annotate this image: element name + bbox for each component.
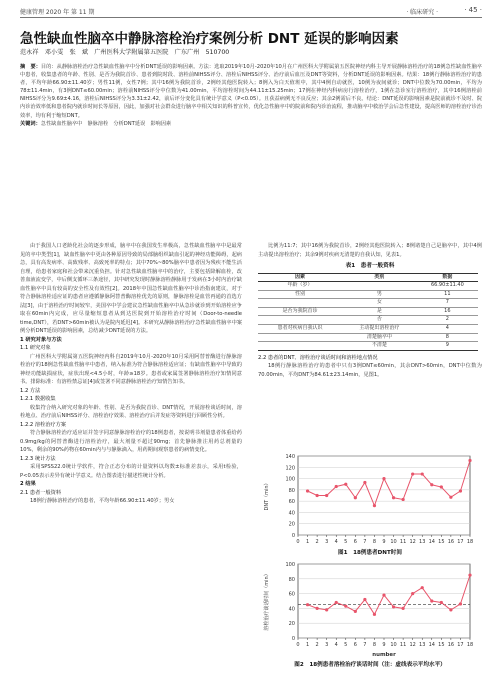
table-cell: 8	[417, 333, 478, 342]
data-point	[430, 483, 433, 486]
x-tick-label: 15	[438, 539, 445, 545]
data-point	[306, 603, 309, 606]
data-point	[411, 592, 414, 595]
x-tick-label: 18	[466, 642, 474, 648]
data-point	[459, 489, 462, 492]
paragraph: 符合静脉溶栓治疗适应证并签字同意静脉溶栓治疗的18例患者，按说明书剂量患者体重给药0.9mg/kg的阿替普酶进行溶栓治疗，最大剂量不超过90mg；首先静脉推注用药总剂量的10%，剩余的90%药物在60min内与与静脉滴入，用药期间观察患者的病情变化。	[20, 430, 242, 453]
paragraph: 收集符合纳入研究对象的年龄、性别、是否为我院首诊、DNT情况，开展溶栓谈话时间，溶栓地点、治疗前后NIHSS评分、溶栓治疗效果、溶栓治疗后并发症等资料进行回顾性分析。	[20, 404, 242, 419]
y-tick-label: 100	[285, 476, 295, 483]
table-cell	[258, 316, 342, 325]
data-point	[344, 605, 347, 608]
y-tick-label: 80	[288, 487, 295, 494]
data-point	[421, 586, 424, 589]
data-point	[373, 613, 376, 616]
x-tick-label: 18	[466, 539, 474, 545]
figure-1-chart	[258, 450, 482, 548]
x-tick-label: 7	[363, 539, 367, 545]
table-cell: 主动提出溶栓治疗	[342, 325, 417, 334]
paragraph: 18例行静脉溶栓治疗的患者，平均年龄66.90±11.40岁；男女	[30, 498, 175, 504]
x-tick-label: 14	[428, 539, 435, 545]
data-point	[382, 477, 385, 480]
table-row	[258, 290, 478, 299]
table-row	[258, 299, 478, 308]
x-tick-label: 6	[353, 642, 357, 648]
y-tick-label: 40	[288, 606, 295, 613]
section-heading: 1.2 方法	[20, 387, 41, 394]
table-cell: 男	[342, 290, 417, 299]
x-tick-label: 8	[372, 642, 377, 648]
data-point	[440, 485, 443, 488]
section-heading: 1 研究对象与方法	[20, 336, 62, 343]
data-point	[325, 494, 328, 497]
table-cell: 年龄（岁）	[258, 282, 342, 291]
x-tick-label: 8	[372, 539, 377, 545]
table-header-row	[258, 273, 478, 282]
data-point	[316, 494, 319, 497]
table-cell: 否	[342, 316, 417, 325]
data-point	[382, 593, 385, 596]
data-point	[363, 598, 366, 601]
x-tick-label: 17	[457, 539, 464, 545]
abstract-text: 目的：从静脉溶栓治疗急性缺血性脑卒中分析DNT延误的影响因素。方法：选取2019年10月-2020年10月在广州医科大学附属第五医院神经内科主导开展静脉溶栓治疗的18例急性缺血性脑卒中患者，收集患者的年龄、性别、是否为我院首诊、患者到院时段、溶栓前NIHSS评分、溶栓后NIHSS评分、治疗前后血压及DNT等资料，分析DNT延误的影响因素。结果：18例行静脉溶栓治疗的患者，平均年龄66.90±11.40岁；男性11例，女性7例；其中16例为我院首诊，2例经其他医院转入；8例入为白天值班中，其中4例自动就医，10例为夜间就诊；DNT中位数为70.00min，平均为78±11.4min，有3例DNT≤60.00min；溶栓前NIHSS评分中位数为41.00min，平均溶栓时间为44.11±15.25min；17例在神经内科病房行溶栓治疗，1例在急诊室行溶栓治疗，其中16例溶栓前NIHSS评分为9.69±4.16，溶栓后NIHSS评分为3.31±2.42，前后评分变化具有统计学意义（P<0.05）。且获益病例无不良反应；其余2例需后不良。结论：DNT延误的影响因素是院前就诊不及时、院内诊治效率低和患者院内就诊时间长等原因，因此，加强对社会群众进行脑卒中相关知识的科普宣传，优化急性脑卒中的院前和院内诊治流程，推动脑卒中救治学会后急性建设，提高医师的溶栓治疗诊治效率，均有利于缩短DNT。	[20, 64, 482, 119]
x-tick-label: 12	[409, 642, 416, 648]
abstract-label: 摘 要：	[20, 64, 41, 70]
x-tick-label: 1	[305, 642, 310, 648]
x-tick-label: 4	[334, 539, 338, 545]
data-point	[363, 481, 366, 484]
x-tick-label: 10	[390, 642, 397, 648]
x-tick-label: 6	[353, 539, 357, 545]
data-point	[354, 496, 357, 499]
section-heading: 1.2.1 数据收集	[20, 396, 56, 402]
table-cell: 性别	[258, 290, 342, 299]
patient-table	[258, 273, 478, 351]
table-cell	[258, 333, 342, 342]
y-tick-label: 60	[288, 499, 295, 506]
x-tick-label: 12	[409, 539, 416, 545]
left-column	[20, 242, 242, 506]
column-label: · 临床研究 ·	[406, 9, 438, 16]
right-intro: 比例为11:7；其中16例为我院首诊，2例经其他医院转入；8例诸楚自己是脑卒中，其中4例主动提出溶栓治疗；其余9例对疾病无清楚的自我认知，见表1。	[258, 243, 482, 258]
x-tick-label: 5	[344, 642, 348, 648]
y-tick-label: 100	[285, 562, 295, 568]
y-tick-label: 20	[288, 521, 295, 528]
section-2-2-text: 18例行静脉溶栓治疗的患者中只有3例DNT≤60min，其余DNT>60min，DNT中位数为70.00min，平均DNT为84.61±23.14min，见图1。	[258, 363, 482, 378]
table-header-cell: 数据	[417, 273, 478, 282]
table-row	[258, 316, 478, 325]
data-point	[430, 599, 433, 602]
table-row	[258, 333, 478, 342]
y-tick-label: 20	[288, 621, 295, 628]
data-point	[411, 472, 414, 475]
table-cell: 女	[342, 299, 417, 308]
y-tick-label: 60	[288, 591, 295, 598]
table-cell: 16	[417, 307, 478, 316]
x-tick-label: 5	[344, 539, 348, 545]
paper-title: 急性缺血性脑卒中静脉溶栓治疗案例分析 DNT 延误的影响因素	[20, 31, 399, 47]
x-tick-label: 0	[296, 539, 300, 545]
section-heading: 2.1 患者一般资料	[20, 489, 62, 496]
table-cell: 清楚脑卒中	[342, 333, 417, 342]
x-tick-label: 3	[325, 539, 329, 545]
table-cell	[258, 299, 342, 308]
data-point	[316, 607, 319, 610]
section-heading: 1.2.3 统计方法	[20, 455, 56, 462]
data-point	[344, 483, 347, 486]
data-point	[421, 472, 424, 475]
table-cell	[258, 342, 342, 351]
x-tick-label: 13	[419, 642, 426, 648]
table-row	[258, 307, 478, 316]
data-point	[468, 574, 471, 577]
x-tick-label: 4	[334, 642, 338, 648]
table-header-cell: 因素	[258, 273, 342, 282]
x-tick-label: 9	[382, 642, 386, 648]
x-tick-label: 14	[428, 642, 435, 648]
paragraph: 广州医科大学附属第五医院神经内科自2019年10月-2020年10月采用阿替普酶进行静脉溶栓治疗的18例急性缺血性脑卒中患者，纳入标准为符合静脉溶栓适应证；有缺血性脑卒中导致的神经功能缺损症状，症状出现<4.5小时，年龄≥18岁。患者或家属签署静脉溶栓治疗知情同意书。排除标准：有溶栓禁忌证[4]或签署不同意静脉溶栓治疗知情告知书。	[20, 353, 242, 385]
author-line: 范永祥 邓小雯 张 斌 广州医科大学附属第五医院 广东广州 510700	[20, 49, 230, 56]
keywords-label: 关键词：	[20, 120, 41, 127]
section-heading: 2 结果	[20, 481, 36, 487]
table-cell: 患者对疾病自我认识	[258, 325, 342, 334]
data-point	[392, 605, 395, 608]
x-tick-label: 15	[438, 642, 445, 648]
x-tick-label: 7	[363, 642, 367, 648]
table-cell: 11	[417, 290, 478, 299]
keywords: 急性缺血性脑卒中 静脉溶栓 分析DNT延误 影响因素	[40, 120, 172, 127]
y-axis-label: 溶栓治疗谈话时间（min）	[264, 571, 270, 631]
data-point	[449, 608, 452, 611]
x-tick-label: 9	[382, 539, 386, 545]
table-cell: 9	[417, 342, 478, 351]
y-tick-label: 80	[288, 576, 295, 583]
table-row	[258, 325, 478, 334]
paragraph: 采用SPSS22.0统计学软件，符合正态分布的计量资料以均数±标准差表示，采用t检验，P<0.05表示差异有统计学意义。结合图表进行描述性统计分析。	[20, 464, 242, 479]
figure-2-caption: 图2 18例患者溶栓治疗谈话时间（注：虚线表示平均水平）	[294, 662, 446, 668]
table-cell	[342, 282, 417, 291]
y-tick-label: 0	[291, 533, 295, 539]
x-tick-label: 17	[457, 642, 464, 648]
x-tick-label: 11	[399, 642, 407, 648]
data-point	[402, 607, 405, 610]
journal-issue: 健康管理 2020 年 第 11 期	[20, 9, 95, 16]
data-point	[306, 489, 309, 492]
x-tick-label: 2	[315, 539, 319, 545]
y-tick-label: 40	[288, 510, 295, 517]
x-tick-label: 10	[390, 539, 397, 545]
x-tick-label: 0	[296, 642, 300, 648]
right-column	[258, 242, 482, 379]
x-tick-label: 16	[447, 539, 455, 545]
abstract	[20, 63, 482, 128]
figure-1-caption: 图1 18例患者DNT时间	[338, 550, 402, 556]
x-tick-label: 11	[399, 539, 407, 545]
x-tick-label: 3	[325, 642, 329, 648]
data-point	[335, 601, 338, 604]
table-caption: 表1 患者一般资料	[345, 263, 395, 269]
x-tick-label: 16	[447, 642, 455, 648]
paragraph: 由于我国人口老龄化社会的逐步形成，脑卒中在我国发生率极高，急性缺血性脑卒中是最常见的卒中类型[1]，缺血性脑卒中更由各种原因导致的局部脑组织缺血引起的神经功能障碍，起病急，具有高发病率、高致残率、高致死率的特点；其中70%~80%脑卒中患者因为残疾不能生活自理，给患者家庭和社会带来沉重负担。针对急性缺血性脑卒中的治疗，主要包括降解血栓，改善血液流变学，中后侧支循环三条途径，其中研究发现时静脉溶栓静脉用于发病在3小时内治疗缺血性脑卒中具有较高的安全性及有效性[2]。2018年中国急性缺血性脑卒中诊治指南建议，对于符合静脉溶栓适应证的患者应遵循静脉阿替普酶溶栓优先的原则，静脉溶栓是血管再通的首选方法[3]，由于溶栓治疗时间较窄，美国卒中学会建议急性缺血性脑卒中从急诊就诊到开始溶栓应争取在60min内完成，应尽量缩短患者从到达医院到开始溶栓治疗时间（Door-to-needle time,DNT），若DNT>60min被认为是院内延迟[4]。本研究从静脉溶栓治疗急性缺血性脑卒中案例分析DNT延误的影响因素，总结减少DNT延误的方法。	[20, 243, 242, 334]
data-point	[335, 485, 338, 488]
plot-area	[298, 564, 470, 638]
table-header-cell: 类别	[342, 273, 417, 282]
y-tick-label: 0	[291, 636, 295, 642]
data-point	[459, 602, 462, 605]
x-tick-label: 2	[315, 642, 319, 648]
section-heading: 1.2.2 溶栓治疗方案	[20, 421, 66, 428]
x-tick-label: 1	[305, 539, 310, 545]
y-tick-label: 120	[285, 465, 295, 472]
table-cell: 是否为我院首诊	[258, 307, 342, 316]
table-cell: 66.90±11.40	[417, 282, 478, 291]
section-2-2: 2.2 患者的DNT、溶栓治疗谈话时间和溶栓地点情况	[258, 354, 378, 361]
y-tick-label: 140	[285, 454, 295, 460]
x-tick-label: 13	[419, 539, 426, 545]
x-axis-label: number	[372, 652, 396, 658]
table-row	[258, 342, 478, 351]
section-heading: 1.1 研究对象	[20, 345, 51, 351]
data-point	[402, 498, 405, 501]
table-cell: 2	[417, 316, 478, 325]
header-rule	[20, 17, 482, 18]
data-point	[449, 496, 452, 499]
y-axis-label: DNT（min）	[264, 480, 270, 511]
figure-2-chart	[258, 558, 482, 658]
data-point	[373, 504, 376, 507]
table-cell: 7	[417, 299, 478, 308]
page-number: · 45 ·	[464, 6, 482, 14]
table-cell: 不清楚	[342, 342, 417, 351]
data-point	[354, 610, 357, 613]
table-cell: 是	[342, 307, 417, 316]
table-row	[258, 282, 478, 291]
data-point	[440, 601, 443, 604]
data-point	[392, 496, 395, 499]
data-point	[325, 608, 328, 611]
table-cell: 4	[417, 325, 478, 334]
data-point	[468, 459, 471, 462]
